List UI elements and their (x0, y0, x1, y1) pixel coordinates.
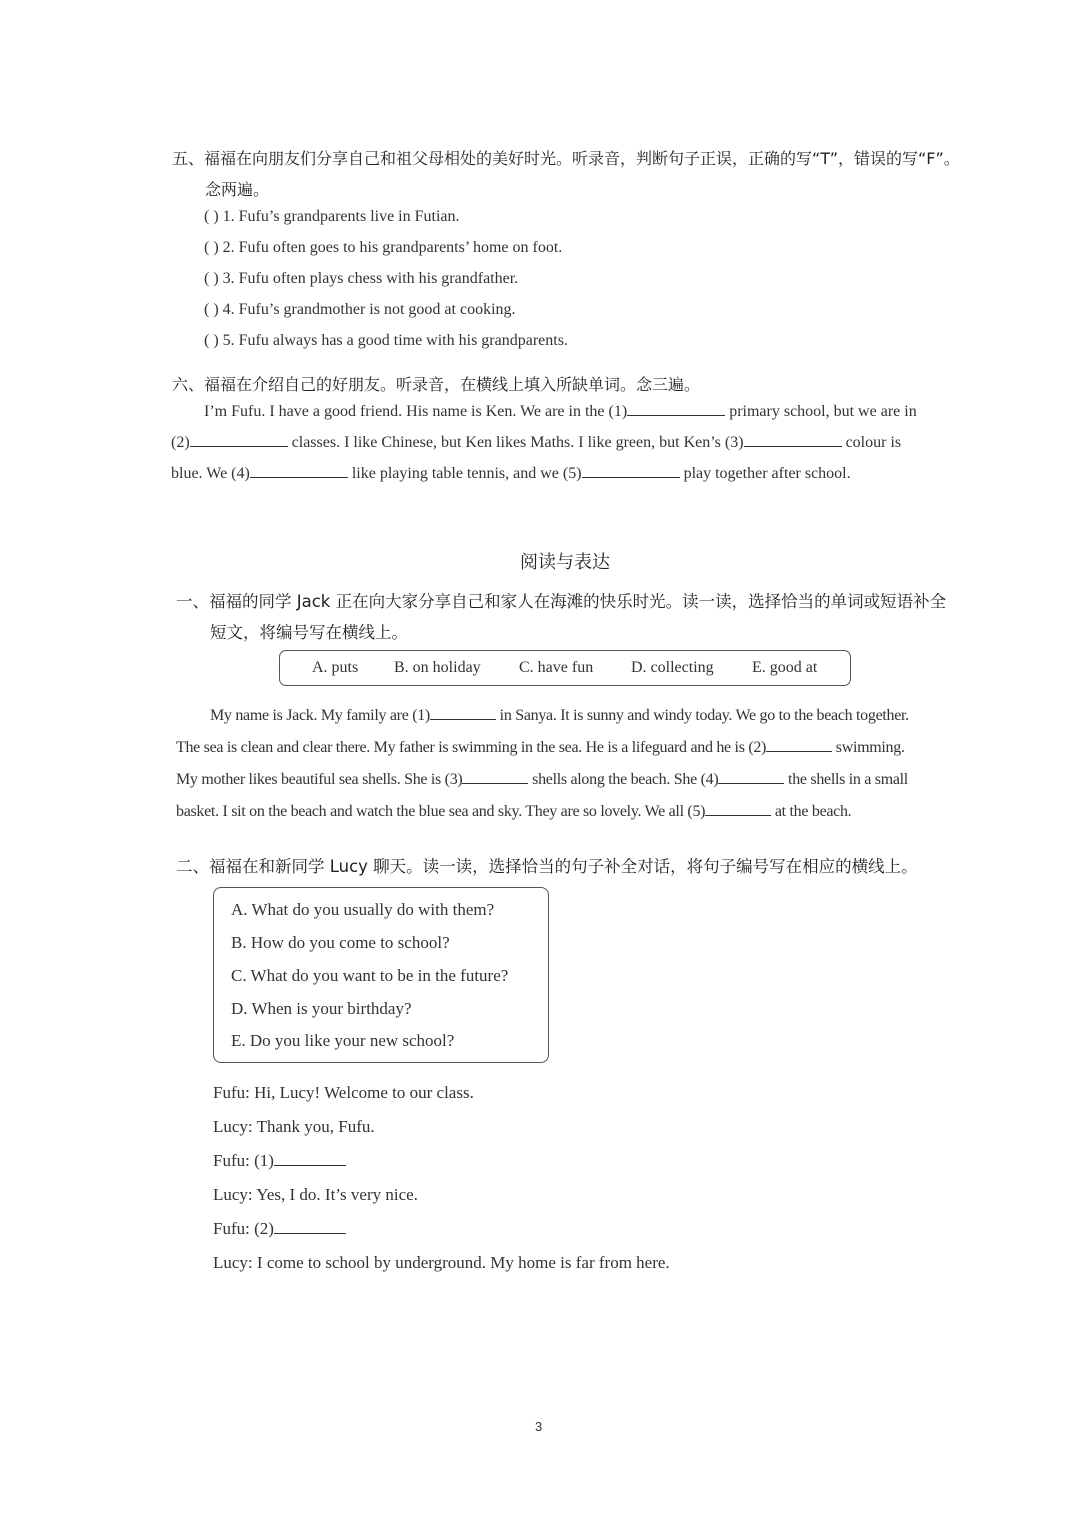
dialogue-line-5 (213, 1219, 346, 1239)
text: at the beach. (774, 803, 852, 820)
text: The sea is clean and clear there. My father is swimming in the sea. He is a lifeguard and he is (2) (176, 739, 767, 756)
text: I’m Fufu. I have a good friend. His name is Ken. We are in the (1) (204, 403, 628, 420)
reading1-line-1 (210, 707, 909, 725)
section5-item-1: ( ) 1. Fufu’s grandparents live in Futian. (204, 208, 460, 225)
text: Fufu: (2) (213, 1219, 274, 1238)
word-bank-option-a: A. puts (312, 659, 359, 676)
page-number: 3 (535, 1419, 543, 1434)
reading1-line-4 (176, 803, 851, 821)
text: the shells in a small (788, 771, 908, 788)
section6-title: 六、福福在介绍自己的好朋友。听录音，在横线上填入所缺单词。念三遍。 (172, 375, 701, 394)
dialogue-line-3 (213, 1151, 346, 1171)
text: blue. We (4) (171, 465, 250, 482)
word-bank-option-c: C. have fun (519, 659, 594, 676)
answer-blank-4[interactable] (718, 771, 784, 784)
sentence-option-b: B. How do you come to school? (231, 933, 450, 952)
reading1-title-line2: 短文，将编号写在横线上。 (210, 623, 408, 642)
reading-heading: 阅读与表达 (520, 552, 610, 573)
text: classes. I like Chinese, but Ken likes Maths. I like green, but Ken’s (3) (291, 434, 744, 451)
text: like playing table tennis, and we (5) (351, 465, 582, 482)
text: primary school, but we are in (729, 403, 917, 420)
dialogue-line-1: Fufu: Hi, Lucy! Welcome to our class. (213, 1083, 474, 1102)
word-bank-option-d: D. collecting (631, 659, 714, 676)
answer-blank-1[interactable] (274, 1153, 346, 1166)
sentence-option-c: C. What do you want to be in the future? (231, 966, 509, 985)
section6-line-1 (204, 403, 917, 421)
reading1-title-line1: 一、福福的同学 Jack 正在向大家分享自己和家人在海滩的快乐时光。读一读，选择恰当的单词或短语补全 (176, 592, 947, 611)
answer-blank-2[interactable] (190, 434, 288, 447)
section6-line-2 (171, 434, 901, 452)
word-bank-option-b: B. on holiday (394, 659, 481, 676)
text: (2) (171, 434, 190, 451)
answer-blank-2[interactable] (766, 739, 832, 752)
dialogue-line-6: Lucy: I come to school by underground. My home is far from here. (213, 1253, 670, 1272)
section5-item-5: ( ) 5. Fufu always has a good time with his grandparents. (204, 332, 568, 349)
section5-title-line1: 五、福福在向朋友们分享自己和祖父母相处的美好时光。听录音，判断句子正误，正确的写“T”，错误的写“F”。 (172, 149, 960, 168)
answer-blank-4[interactable] (250, 465, 348, 478)
text: basket. I sit on the beach and watch the blue sea and sky. They are so lovely. We all (5) (176, 803, 706, 820)
section5-item-4: ( ) 4. Fufu’s grandmother is not good at cooking. (204, 301, 516, 318)
section5-title-line2: 念两遍。 (205, 180, 270, 199)
section6-line-3 (171, 465, 851, 483)
text: swimming. (835, 739, 905, 756)
text: colour is (845, 434, 902, 451)
text: My mother likes beautiful sea shells. She is (3) (176, 771, 463, 788)
word-bank-option-e: E. good at (752, 659, 818, 676)
sentence-option-a: A. What do you usually do with them? (231, 900, 495, 919)
answer-blank-2[interactable] (274, 1221, 346, 1234)
reading1-line-3 (176, 771, 908, 789)
reading2-title: 二、福福在和新同学 Lucy 聊天。读一读，选择恰当的句子补全对话，将句子编号写在相应的横线上。 (176, 857, 918, 876)
answer-blank-5[interactable] (582, 465, 680, 478)
section5-item-2: ( ) 2. Fufu often goes to his grandparents’ home on foot. (204, 239, 563, 256)
sentence-option-e: E. Do you like your new school? (231, 1031, 455, 1050)
text: play together after school. (683, 465, 851, 482)
text: in Sanya. It is sunny and windy today. We go to the beach together. (499, 707, 909, 724)
text: Fufu: (1) (213, 1151, 274, 1170)
reading1-line-2 (176, 739, 905, 757)
answer-blank-3[interactable] (462, 771, 528, 784)
text: shells along the beach. She (4) (532, 771, 719, 788)
text: My name is Jack. My family are (1) (210, 707, 430, 724)
answer-blank-1[interactable] (627, 403, 725, 416)
answer-blank-1[interactable] (430, 707, 496, 720)
dialogue-line-2: Lucy: Thank you, Fufu. (213, 1117, 375, 1136)
answer-blank-5[interactable] (705, 803, 771, 816)
sentence-option-d: D. When is your birthday? (231, 999, 412, 1018)
dialogue-line-4: Lucy: Yes, I do. It’s very nice. (213, 1185, 418, 1204)
answer-blank-3[interactable] (744, 434, 842, 447)
section5-item-3: ( ) 3. Fufu often plays chess with his grandfather. (204, 270, 519, 287)
